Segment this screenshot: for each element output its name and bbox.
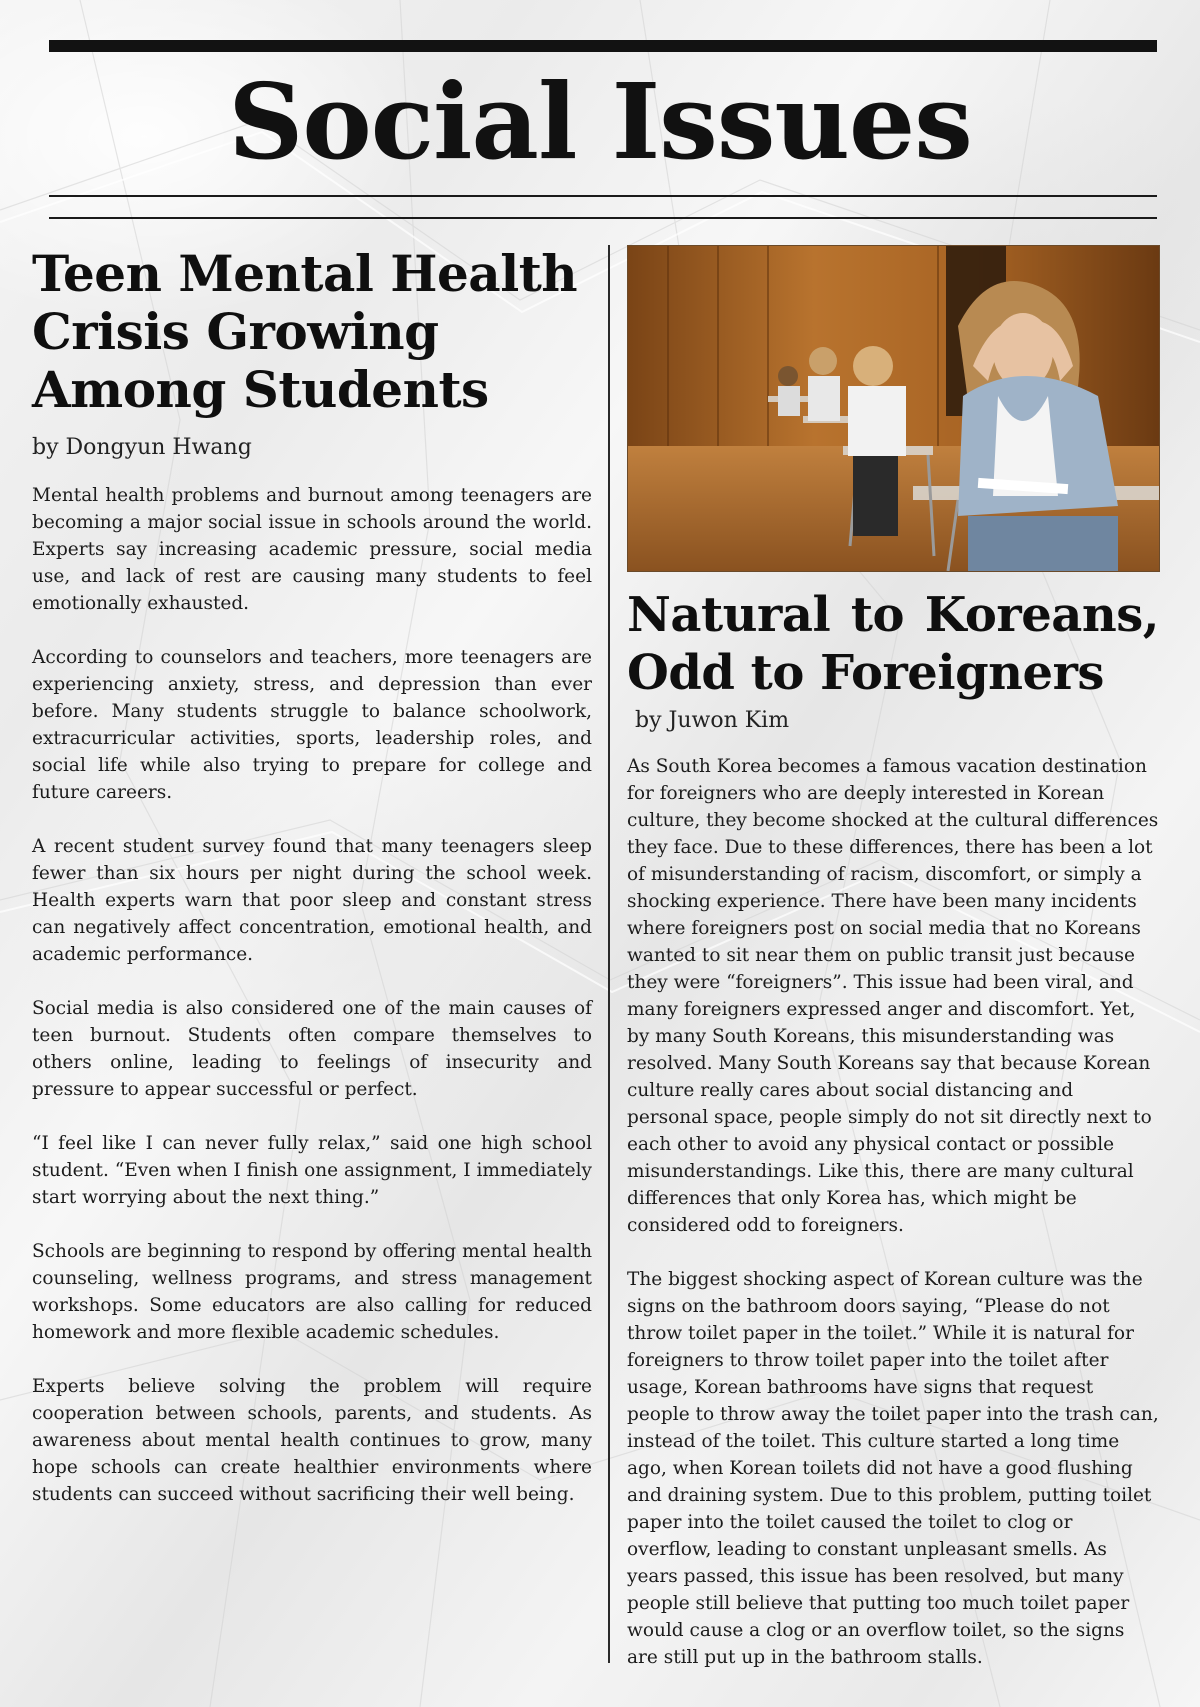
article-body [32,482,592,1508]
article-paragraph: As South Korea becomes a famous vacation destination for foreigners who are deeply interested in Korean culture, they become shocked at the cultural differences they face. Due to these differences, there has been a lot of misunderstanding of racism, discomfort, or simply a shocking experience. There have been many incidents where foreigners post on social media that no Koreans wanted to sit near them on public transit just because they were “foreigners”. This issue had been viral, and many foreigners expressed anger and discomfort. Yet, by many South Koreans, this misunderstanding was resolved. Many South Koreans say that because Korean culture really cares about social distancing and personal space, people simply do not sit directly next to each other to avoid any physical contact or possible misunderstandings. Like this, there are many cultural differences that only Korea has, which might be considered odd to foreigners. [627,756,1159,1236]
headline-line: Crisis Growing [32,302,439,361]
masthead-top-rule [49,40,1157,52]
section-rule [49,217,1157,219]
article-teen-mental-health [32,245,592,1535]
article-paragraph: Social media is also considered one of the main causes of teen burnout. Students often compare themselves to others online, leading to feelings of insecurity and pressure to appear successful or perfect. [32,998,592,1100]
headline-line: Natural to Koreans, [627,587,1159,643]
article-headline [32,245,592,419]
article-paragraph: “I feel like I can never fully relax,” said one high school student. “Even when I finish one assignment, I immediately start worrying about the next thing.” [32,1133,592,1208]
article-paragraph: According to counselors and teachers, more teenagers are experiencing anxiety, stress, and depression than ever before. Many students struggle to balance schoolwork, extracurricular activities, sports, leadership roles, and social life while also trying to prepare for college and future careers. [32,647,592,803]
article-body [627,753,1159,1671]
headline-line: Among Students [32,360,489,419]
article-paragraph: A recent student survey found that many teenagers sleep fewer than six hours per night during the school week. Health experts warn that poor sleep and constant stress can negatively affect concentration, emotional health, and academic performance. [32,836,592,965]
article-byline: by Juwon Kim [635,708,790,733]
article-byline: by Dongyun Hwang [32,435,252,460]
masthead-title: Social Issues [228,60,972,183]
masthead-bottom-rule [49,195,1157,197]
article-paragraph: Schools are beginning to respond by offering mental health counseling, wellness programs, and stress management workshops. Some educators are also calling for reduced homework and more flexible academic schedules. [32,1241,592,1343]
exam-classroom-photo [627,245,1160,572]
article-paragraph: The biggest shocking aspect of Korean culture was the signs on the bathroom doors saying, “Please do not throw toilet paper in the toilet.” While it is natural for foreigners to throw toilet paper into the toilet after usage, Korean bathrooms have signs that request people to throw away the toilet paper into the trash can, instead of the toilet. This culture started a long time ago, when Korean toilets did not have a good flushing and draining system. Due to this problem, putting toilet paper into the toilet caused the toilet to clog or overflow, leading to constant unpleasant smells. As years passed, this issue has been resolved, but many people still believe that putting too much toilet paper would cause a clog or an overflow toilet, so the signs are still put up in the bathroom stalls. [627,1269,1159,1668]
column-divider [608,245,610,1663]
article-paragraph: Experts believe solving the problem will require cooperation between schools, parents, and students. As awareness about mental health continues to grow, many hope schools can create healthier environments where students can succeed without sacrificing their well being. [32,1376,592,1505]
article-headline [627,586,1159,702]
headline-line: Teen Mental Health [32,244,578,303]
article-korean-culture [627,245,1159,1698]
headline-line: Odd to Foreigners [627,645,1104,701]
article-paragraph: Mental health problems and burnout among teenagers are becoming a major social issue in schools around the world. Experts say increasing academic pressure, social media use, and lack of rest are causing many students to feel emotionally exhausted. [32,485,592,614]
